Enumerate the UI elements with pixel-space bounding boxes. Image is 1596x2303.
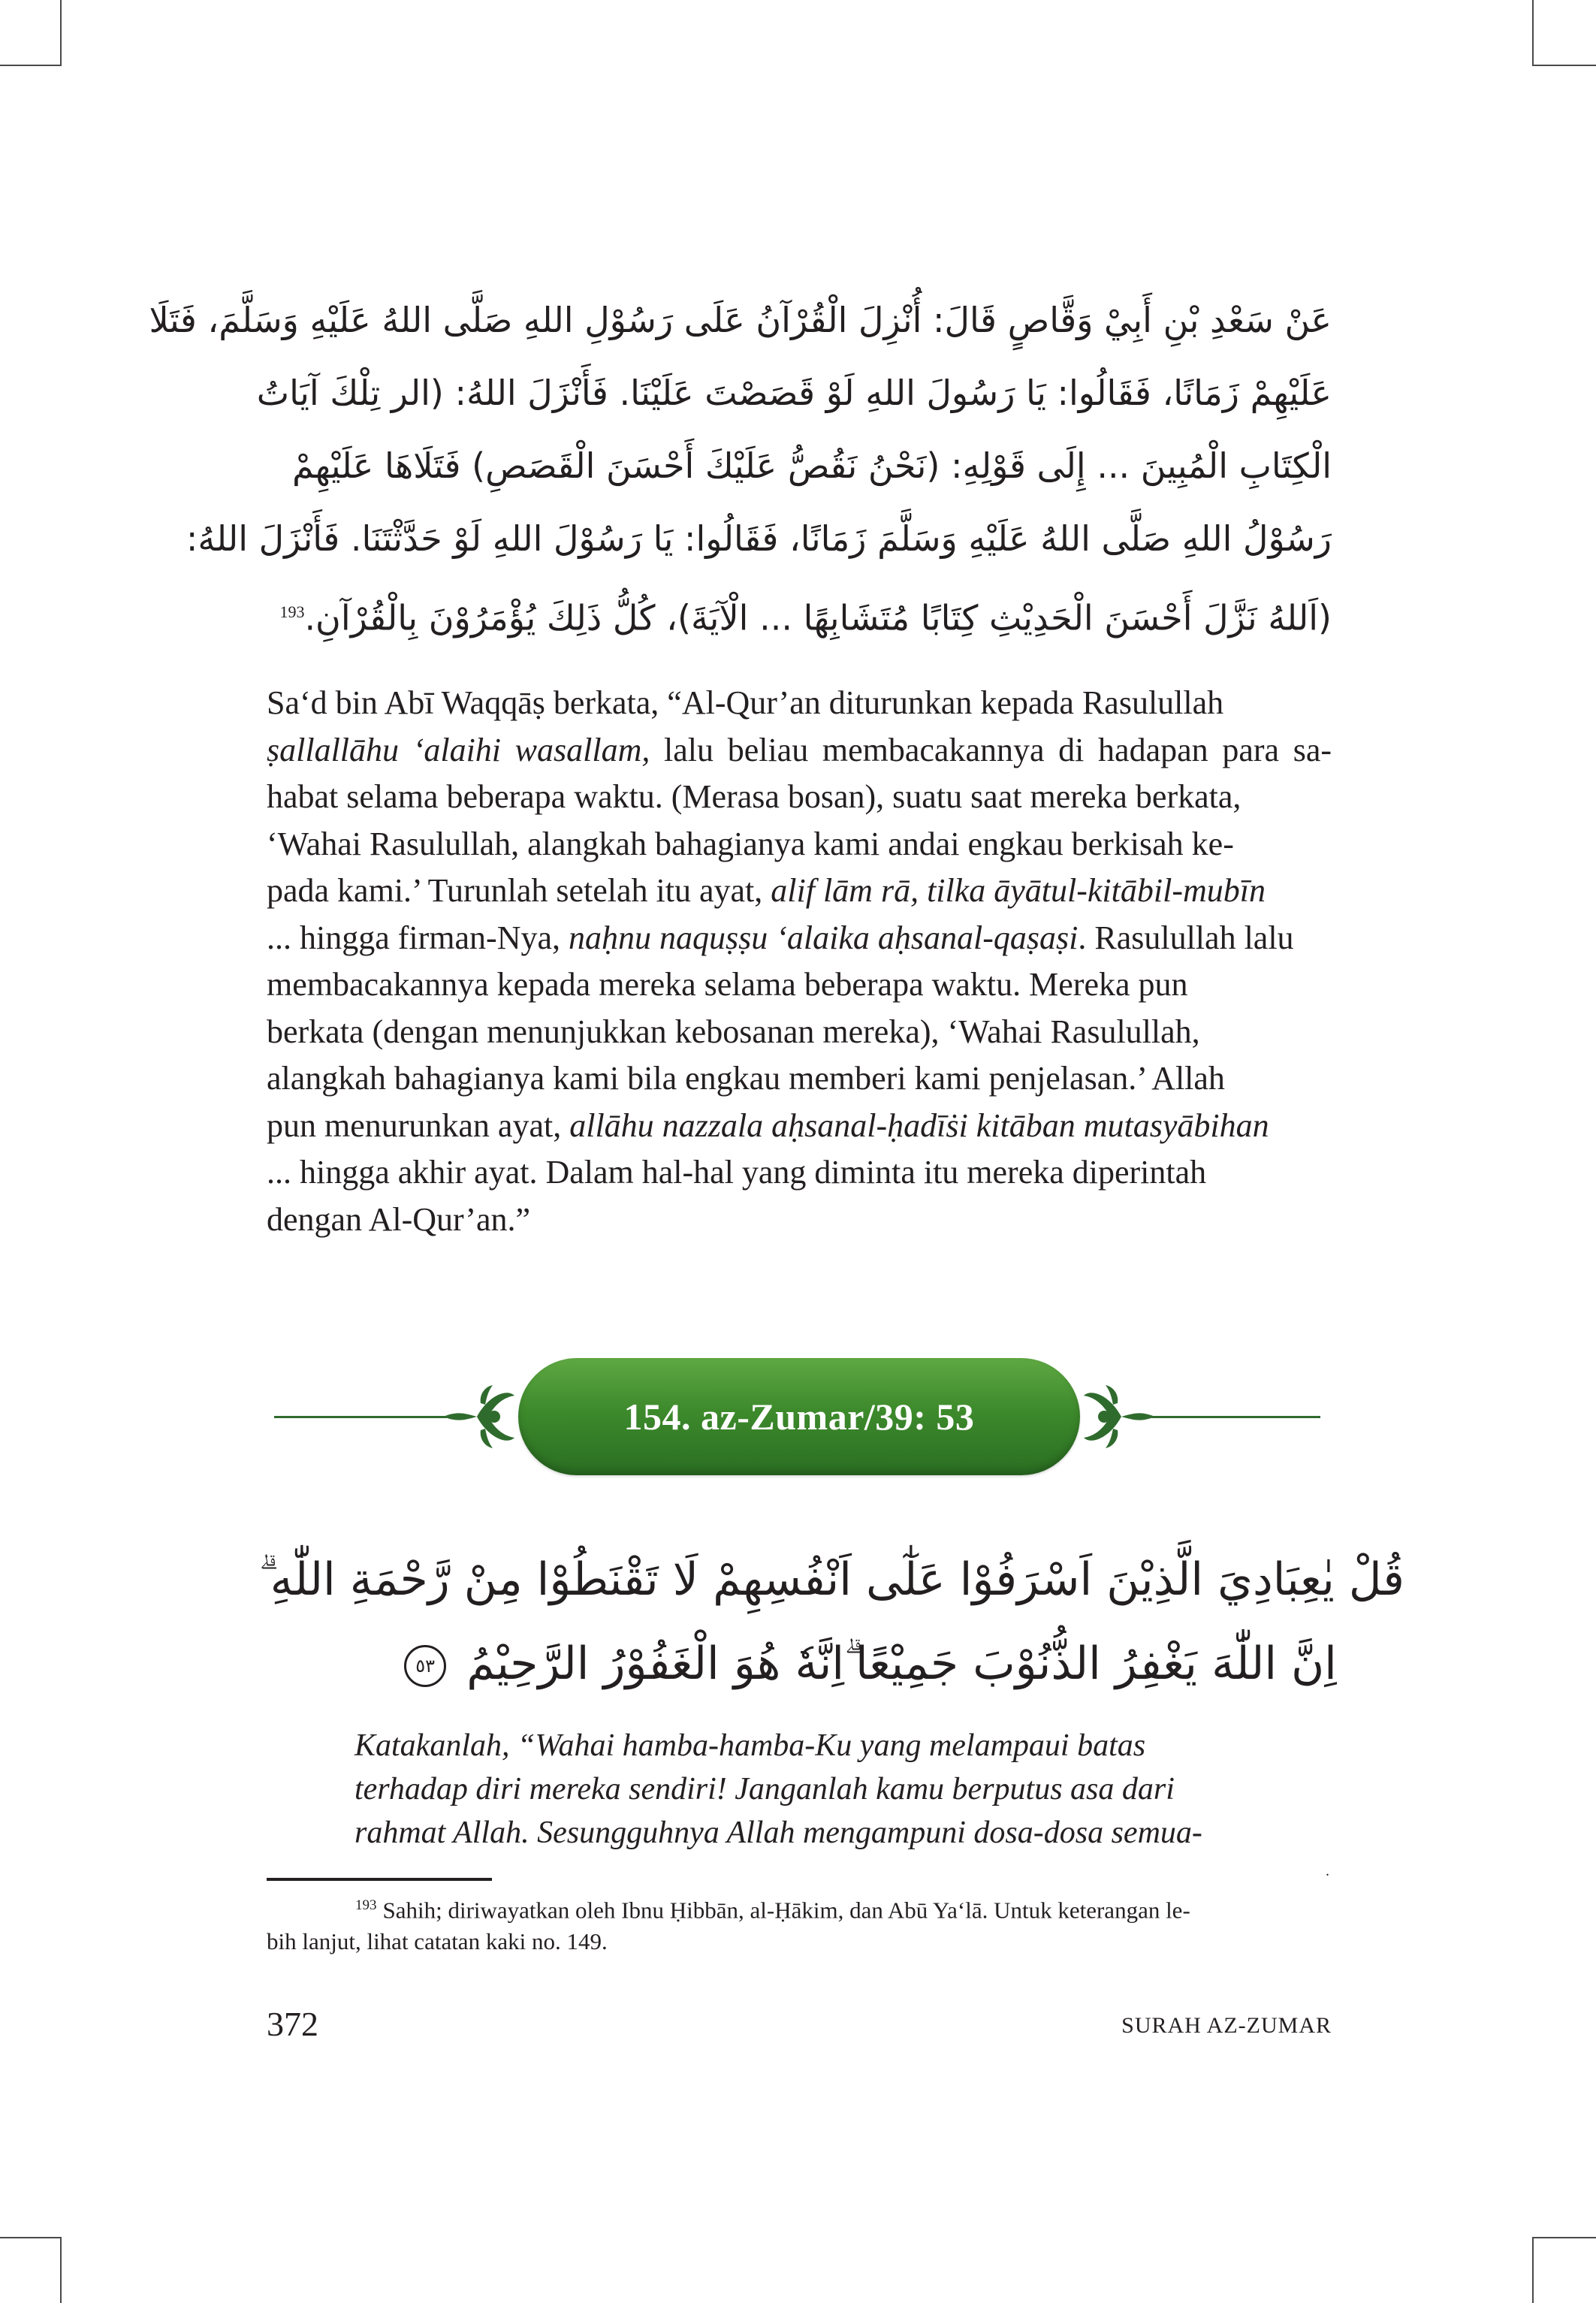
crop-mark-bottom-right-vertical: [1532, 2237, 1534, 2303]
translation-line: berkata (dengan menunjukkan kebosanan mereka), ‘Wahai Rasulullah,: [267, 1013, 1200, 1050]
crop-mark-bottom-left-horizontal: [0, 2237, 62, 2238]
translation-line: [267, 727, 1332, 774]
ayah-number-marker: ٥٣: [404, 1645, 446, 1687]
footnote-line: [267, 1890, 1332, 1926]
hadith-translation: [267, 680, 1332, 1243]
footnote-reference[interactable]: 193: [279, 602, 305, 621]
crop-mark-top-left-vertical: [60, 0, 62, 66]
translation-text: lalu beliau membacakannya di hadapan para sa-: [650, 731, 1332, 768]
translation-text: pun menurunkan ayat,: [267, 1106, 570, 1144]
arabic-hadith-text: [149, 284, 1332, 654]
translation-line: membacakannya kepada mereka selama beberapa waktu. Mereka pun: [267, 966, 1188, 1003]
verse-translation-line: Katakanlah, “Wahai hamba-hamba-Ku yang melampaui batas: [354, 1728, 1146, 1763]
verse-translation: [354, 1724, 1248, 1855]
footnote-line: bih lanjut, lihat catatan kaki no. 149.: [267, 1928, 608, 1955]
crop-mark-bottom-right-horizontal: [1532, 2237, 1596, 2238]
translation-text: pada kami.’ Turunlah setelah itu ayat,: [267, 872, 771, 909]
running-footer-title: SURAH AZ-ZUMAR: [1121, 2013, 1332, 2038]
section-heading: 154. az-Zumar/39: 53: [518, 1358, 1080, 1475]
translation-line: [267, 915, 1332, 962]
arabic-hadith-last-line: [259, 575, 1332, 654]
floral-ornament-right-icon: [1080, 1381, 1163, 1453]
translation-line: [267, 1103, 1332, 1150]
translation-line: ‘Wahai Rasulullah, alangkah bahagianya kami andai engkau berkisah ke-: [267, 825, 1234, 862]
crop-mark-top-right-horizontal: [1532, 65, 1596, 66]
quran-verse-line-1: [258, 1538, 1404, 1621]
verse-translation-line: rahmat Allah. Sesungguhnya Allah mengampuni dosa-dosa semua-: [354, 1816, 1202, 1850]
heading-rule-right: [1151, 1416, 1320, 1418]
translation-line: [267, 868, 1332, 915]
arabic-hadith-line: رَسُوْلُ اللهِ صَلَّى اللهُ عَلَيْهِ وَسَلَّمَ زَمَانًا، فَقَالُوا: يَا رَسُوْلَ اللهِ لَوْ حَدَّثْتَنَا. فَأَنْزَلَ اللهُ:: [186, 518, 1332, 559]
footnote-number: 193: [355, 1897, 377, 1913]
crop-mark-bottom-left-vertical: [60, 2237, 62, 2303]
quran-verse-line-2: [330, 1622, 1404, 1705]
translation-line: alangkah bahagianya kami bila engkau memberi kami penjelasan.’ Allah: [267, 1060, 1225, 1097]
arabic-hadith-line: الْكِتَابِ الْمُبِينَ ... إِلَى قَوْلِهِ: (نَحْنُ نَقُصُّ عَلَيْكَ أَحْسَنَ الْقَصَصِ) فَتَلَاهَا عَلَيْهِمْ: [291, 445, 1332, 486]
translation-line: dengan Al-Qur’an.”: [267, 1200, 531, 1238]
verse-translation-line: terhadap diri mereka sendiri! Janganlah kamu berputus asa dari: [354, 1772, 1175, 1806]
crop-mark-top-right-vertical: [1532, 0, 1534, 66]
footnote: [267, 1890, 1332, 1957]
quran-verse-text: اِنَّ اللّٰهَ يَغْفِرُ الذُّنُوْبَ جَمِيْعًا ۗاِنَّهٗ هُوَ الْغَفُوْرُ الرَّحِيْمُ: [466, 1637, 1337, 1690]
translation-text: ... hingga firman-Nya,: [267, 919, 569, 956]
footnote-text: Sahih; diriwayatkan oleh Ibnu Ḥibbān, al-Ḥākim, dan Abū Ya‘lā. Untuk keterangan le-: [382, 1897, 1190, 1924]
translation-line: ... hingga akhir ayat. Dalam hal-hal yang diminta itu mereka diperintah: [267, 1154, 1207, 1191]
translation-line: habat selama beberapa waktu. (Merasa bosan), suatu saat mereka berkata,: [267, 778, 1242, 815]
crop-mark-top-left-horizontal: [0, 65, 62, 66]
footnote-separator: [267, 1878, 492, 1881]
translation-italic: naḥnu naquṣṣu ‘alaika aḥsanal-qaṣaṣi: [569, 919, 1079, 956]
translation-italic: allāhu nazzala aḥsanal-ḥadīṡi kitāban mutasyābihan: [569, 1106, 1269, 1144]
page-number: 372: [267, 2005, 318, 2043]
translation-line: Sa‘d bin Abī Waqqāṣ berkata, “Al-Qur’an diturunkan kepada Rasulullah: [267, 684, 1224, 721]
arabic-hadith-line: عَنْ سَعْدِ بْنِ أَبِيْ وَقَّاصٍ قَالَ: أُنْزِلَ الْقُرْآنُ عَلَى رَسُوْلِ اللهِ صَلَّى اللهُ عَلَيْهِ وَسَلَّمَ، فَتَلَا: [149, 300, 1332, 340]
translation-text: . Rasulullah lalu: [1078, 919, 1294, 956]
translation-italic: ṣallallāhu ‘alaihi wasallam,: [267, 731, 650, 768]
heading-rule-left: [274, 1416, 447, 1418]
arabic-hadith-line: عَلَيْهِمْ زَمَانًا، فَقَالُوا: يَا رَسُولَ اللهِ لَوْ قَصَصْتَ عَلَيْنَا. فَأَنْزَلَ اللهُ: (الر تِلْكَ آيَاتُ: [256, 373, 1332, 413]
floral-ornament-left-icon: [436, 1381, 518, 1453]
arabic-hadith-line: (اَللهُ نَزَّلَ أَحْسَنَ الْحَدِيْثِ كِتَابًا مُتَشَابِهًا ... الْآيَةَ)، كُلُّ ذَلِكَ يُؤْمَرُوْنَ بِالْقُرْآنِ.: [304, 597, 1332, 638]
translation-italic: alif lām rā, tilka āyātul-kitābil-mubīn: [771, 872, 1266, 909]
quran-verse-text: قُلْ يٰعِبَادِيَ الَّذِيْنَ اَسْرَفُوْا عَلٰٓى اَنْفُسِهِمْ لَا تَقْنَطُوْا مِنْ رَّحْمَةِ اللّٰهِ ۗ: [258, 1553, 1404, 1606]
footnote-marker-dot: .: [1326, 1863, 1329, 1879]
